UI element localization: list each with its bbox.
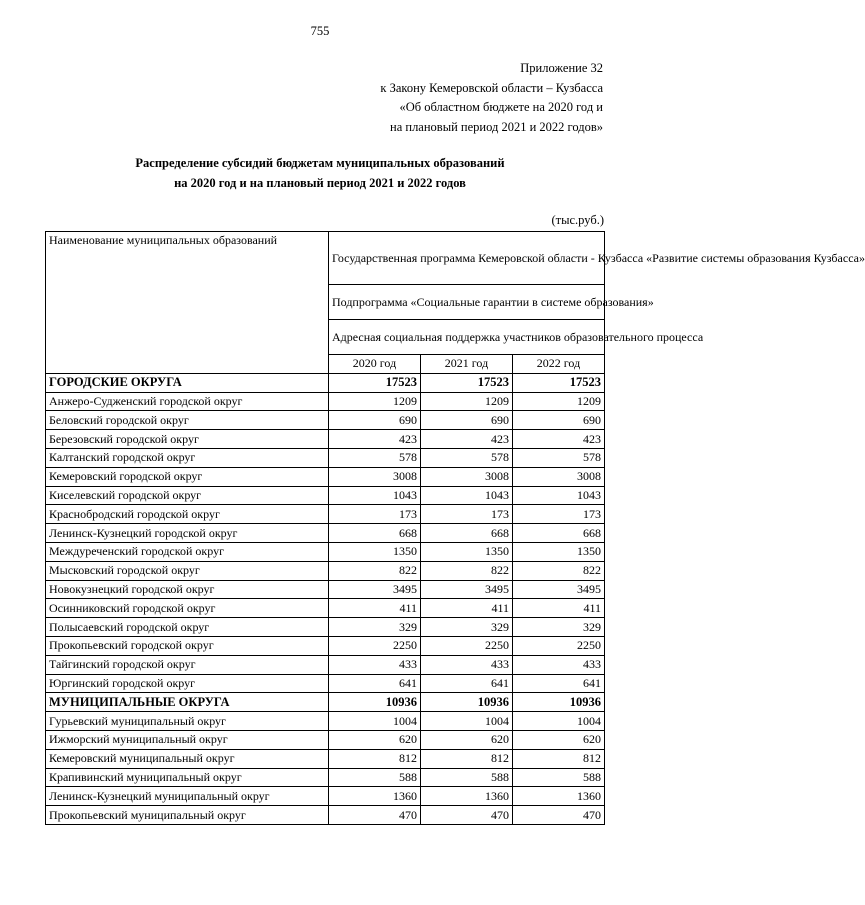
subsidy-value: 433 [421, 655, 513, 674]
municipality-name: Крапивинский муниципальный округ [46, 768, 329, 787]
subsidy-value: 690 [329, 411, 421, 430]
table-row [46, 636, 605, 655]
table-row [46, 580, 605, 599]
table-row [46, 486, 605, 505]
program-header: Государственная программа Кемеровской области - Кузбасса «Развитие системы образования Кузбасса» [329, 232, 605, 285]
municipality-name: Калтанский городской округ [46, 448, 329, 467]
table-row [46, 749, 605, 768]
subsidy-value: 812 [513, 749, 605, 768]
subsidy-value: 668 [329, 524, 421, 543]
subsidy-value: 2250 [329, 636, 421, 655]
table-row [46, 561, 605, 580]
subsidy-value: 641 [513, 674, 605, 693]
municipality-name: Тайгинский городской округ [46, 655, 329, 674]
municipality-name: Кемеровский городской округ [46, 467, 329, 486]
subsidy-value: 3008 [513, 467, 605, 486]
subsidy-value: 588 [329, 768, 421, 787]
section-row [46, 373, 605, 392]
subsidy-value: 578 [513, 448, 605, 467]
subsidy-value: 1209 [513, 392, 605, 411]
appendix-line: «Об областном бюджете на 2020 год и [399, 100, 603, 114]
municipality-name: ГОРОДСКИЕ ОКРУГА [46, 373, 329, 392]
subsidy-value: 470 [329, 806, 421, 825]
section-row [46, 693, 605, 712]
subsidy-value: 173 [329, 505, 421, 524]
unit-label: (тыс.руб.) [551, 213, 604, 227]
subsidy-value: 433 [329, 655, 421, 674]
table-row [46, 787, 605, 806]
subsidy-value: 329 [421, 618, 513, 637]
subsidy-value: 411 [329, 599, 421, 618]
subsidy-value: 10936 [421, 693, 513, 712]
subsidy-value: 10936 [329, 693, 421, 712]
subsidy-value: 173 [421, 505, 513, 524]
municipality-name: Беловский городской округ [46, 411, 329, 430]
table-row [46, 674, 605, 693]
table-row [46, 655, 605, 674]
subsidy-value: 1350 [329, 542, 421, 561]
subsidy-value: 470 [513, 806, 605, 825]
appendix-line: Приложение 32 [520, 61, 603, 75]
subsidy-value: 588 [421, 768, 513, 787]
municipality-name: Новокузнецкий городской округ [46, 580, 329, 599]
municipality-name: Юргинский городской округ [46, 674, 329, 693]
subsidy-value: 620 [421, 730, 513, 749]
municipality-name: Мысковский городской округ [46, 561, 329, 580]
subsidy-value: 3495 [329, 580, 421, 599]
subsidy-value: 423 [421, 430, 513, 449]
subsidy-value: 588 [513, 768, 605, 787]
subsidy-value: 411 [421, 599, 513, 618]
subsidy-value: 3495 [421, 580, 513, 599]
table-row [46, 467, 605, 486]
year-header: 2021 год [421, 355, 513, 374]
subsidy-value: 812 [421, 749, 513, 768]
subsidy-value: 1350 [513, 542, 605, 561]
subsidy-value: 822 [513, 561, 605, 580]
municipality-name: Анжеро-Судженский городской округ [46, 392, 329, 411]
subsidy-value: 668 [421, 524, 513, 543]
subsidy-value: 2250 [513, 636, 605, 655]
subsidy-value: 1209 [421, 392, 513, 411]
subsidy-value: 822 [421, 561, 513, 580]
table-row [46, 618, 605, 637]
table-row [46, 712, 605, 731]
appendix-reference [380, 59, 603, 137]
subsidy-value: 690 [421, 411, 513, 430]
subsidy-value: 1004 [329, 712, 421, 731]
table-row [46, 806, 605, 825]
subprogram-header: Подпрограмма «Социальные гарантии в системе образования» [329, 285, 605, 320]
subsidy-value: 641 [421, 674, 513, 693]
subsidy-value: 1043 [421, 486, 513, 505]
municipality-name: Прокопьевский муниципальный округ [46, 806, 329, 825]
subsidy-value: 1209 [329, 392, 421, 411]
subsidy-value: 668 [513, 524, 605, 543]
municipality-name: Междуреченский городской округ [46, 542, 329, 561]
municipality-name: Гурьевский муниципальный округ [46, 712, 329, 731]
title-line: Распределение субсидий бюджетам муниципальных образований [135, 156, 505, 170]
title-line: на 2020 год и на плановый период 2021 и 2022 годов [174, 176, 466, 190]
subsidy-value: 1004 [421, 712, 513, 731]
municipality-name: Прокопьевский городской округ [46, 636, 329, 655]
table-row [46, 430, 605, 449]
subsidy-value: 10936 [513, 693, 605, 712]
table-row [46, 542, 605, 561]
table-row [46, 448, 605, 467]
subsidy-value: 578 [421, 448, 513, 467]
year-header: 2022 год [513, 355, 605, 374]
table-row [46, 392, 605, 411]
subsidy-value: 641 [329, 674, 421, 693]
name-column-header: Наименование муниципальных образований [46, 232, 329, 374]
measure-header: Адресная социальная поддержка участников образовательного процесса [329, 320, 605, 355]
subsidy-value: 329 [513, 618, 605, 637]
municipality-name: Ленинск-Кузнецкий городской округ [46, 524, 329, 543]
subsidy-value: 1043 [329, 486, 421, 505]
document-title [0, 153, 640, 193]
table-row [46, 730, 605, 749]
subsidy-value: 1350 [421, 542, 513, 561]
municipality-name: Осинниковский городской округ [46, 599, 329, 618]
appendix-line: на плановый период 2021 и 2022 годов» [390, 119, 603, 134]
subsidy-value: 423 [513, 430, 605, 449]
subsidy-value: 17523 [513, 373, 605, 392]
subsidy-value: 17523 [421, 373, 513, 392]
subsidy-value: 1360 [329, 787, 421, 806]
subsidy-value: 1360 [513, 787, 605, 806]
table-row [46, 768, 605, 787]
subsidy-value: 17523 [329, 373, 421, 392]
subsidy-value: 620 [513, 730, 605, 749]
municipality-name: Краснобродский городской округ [46, 505, 329, 524]
subsidy-value: 690 [513, 411, 605, 430]
subsidy-value: 173 [513, 505, 605, 524]
subsidy-value: 578 [329, 448, 421, 467]
municipality-name: Полысаевский городской округ [46, 618, 329, 637]
municipality-name: МУНИЦИПАЛЬНЫЕ ОКРУГА [46, 693, 329, 712]
subsidy-value: 1004 [513, 712, 605, 731]
subsidy-value: 1043 [513, 486, 605, 505]
header-row [46, 232, 605, 285]
subsidy-value: 470 [421, 806, 513, 825]
subsidy-value: 2250 [421, 636, 513, 655]
municipality-name: Кемеровский муниципальный округ [46, 749, 329, 768]
page-number: 755 [310, 24, 330, 38]
subsidy-value: 411 [513, 599, 605, 618]
table-row [46, 599, 605, 618]
subsidy-value: 329 [329, 618, 421, 637]
table-row [46, 524, 605, 543]
municipality-name: Киселевский городской округ [46, 486, 329, 505]
subsidies-table [45, 231, 865, 825]
subsidy-value: 3008 [329, 467, 421, 486]
municipality-name: Ленинск-Кузнецкий муниципальный округ [46, 787, 329, 806]
subsidy-value: 822 [329, 561, 421, 580]
subsidy-value: 3495 [513, 580, 605, 599]
table-row [46, 505, 605, 524]
subsidy-value: 3008 [421, 467, 513, 486]
municipality-name: Березовский городской округ [46, 430, 329, 449]
appendix-line: к Закону Кемеровской области – Кузбасса [380, 80, 603, 95]
year-header: 2020 год [329, 355, 421, 374]
subsidy-value: 433 [513, 655, 605, 674]
subsidy-value: 423 [329, 430, 421, 449]
municipality-name: Ижморский муниципальный округ [46, 730, 329, 749]
subsidy-value: 812 [329, 749, 421, 768]
table-row [46, 411, 605, 430]
subsidy-value: 1360 [421, 787, 513, 806]
subsidy-value: 620 [329, 730, 421, 749]
